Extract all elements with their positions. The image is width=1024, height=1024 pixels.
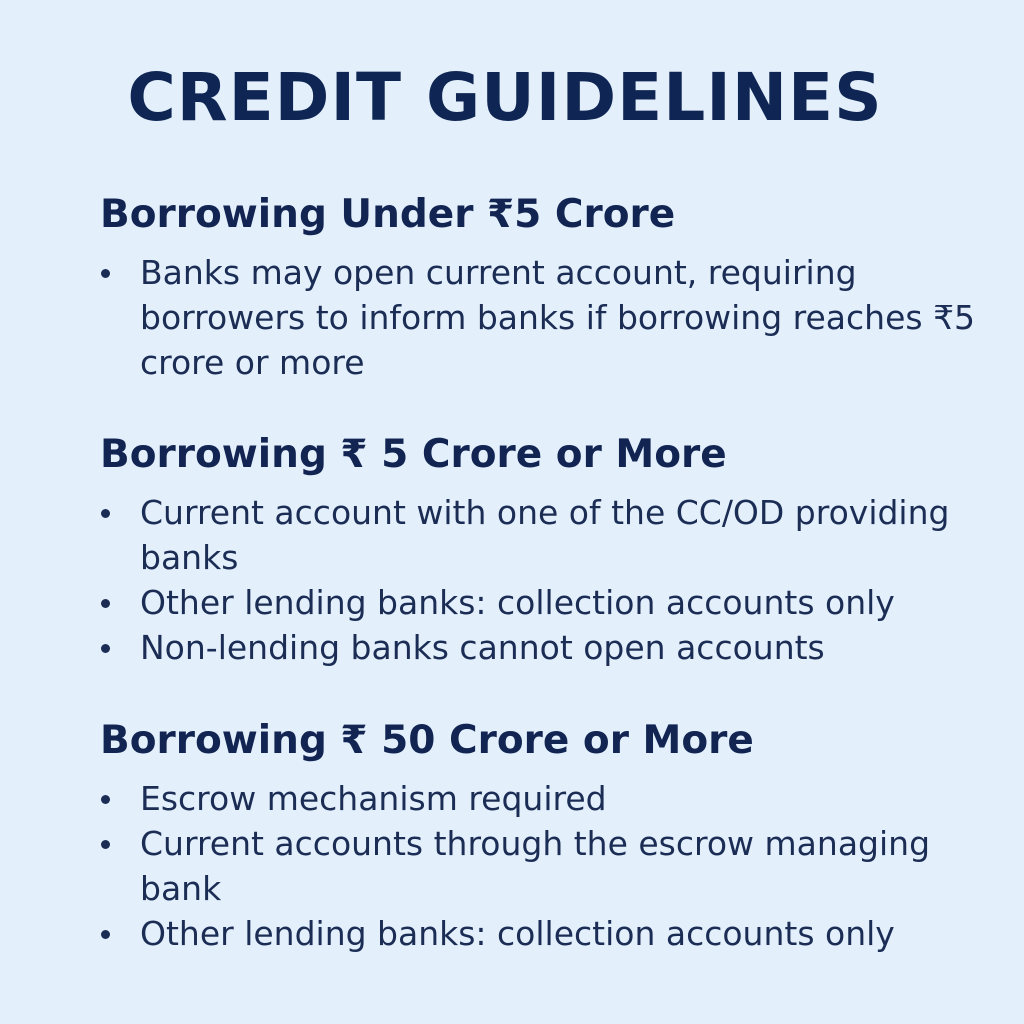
bullet-list [100, 490, 980, 670]
section-heading: Borrowing ₹ 5 Crore or More [100, 432, 727, 477]
bullet-list [100, 250, 980, 385]
list-item [100, 490, 980, 580]
bullet-icon [101, 795, 110, 804]
list-item [100, 625, 980, 670]
list-item [100, 580, 980, 625]
bullet-icon [101, 840, 110, 849]
bullet-icon [101, 269, 110, 278]
section-heading: Borrowing ₹ 50 Crore or More [100, 718, 754, 763]
section-borrowing-50-crore-or-more [100, 716, 980, 956]
list-item [100, 911, 980, 956]
section-borrowing-under-5-crore [100, 190, 980, 385]
bullet-list [100, 776, 980, 956]
list-item-text: Escrow mechanism required [140, 779, 607, 818]
bullet-icon [101, 930, 110, 939]
list-item [100, 821, 980, 911]
list-item-text: Other lending banks: collection accounts only [140, 583, 895, 622]
list-item-text: Other lending banks: collection accounts only [140, 914, 895, 953]
list-item-text: Banks may open current account, requiring borrowers to inform banks if borrowing reaches ₹5 crore or more [140, 253, 976, 382]
bullet-icon [101, 644, 110, 653]
section-heading: Borrowing Under ₹5 Crore [100, 192, 676, 237]
list-item-text: Current account with one of the CC/OD providing banks [140, 493, 950, 577]
list-item-text: Current accounts through the escrow managing bank [140, 824, 931, 908]
section-borrowing-5-crore-or-more [100, 430, 980, 670]
list-item [100, 250, 980, 385]
bullet-icon [101, 599, 110, 608]
page-title: CREDIT GUIDELINES [127, 59, 883, 136]
list-item [100, 776, 980, 821]
list-item-text: Non-lending banks cannot open accounts [140, 628, 825, 667]
bullet-icon [101, 509, 110, 518]
